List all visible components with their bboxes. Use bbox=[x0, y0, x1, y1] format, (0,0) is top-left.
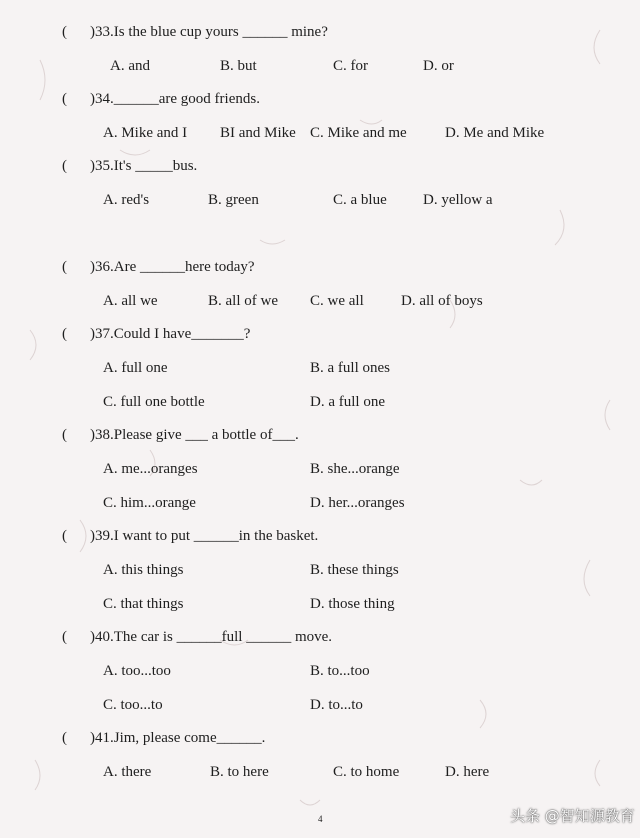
answer-paren: ( bbox=[62, 259, 67, 275]
answer-option: A. full one bbox=[103, 360, 168, 376]
question-stem: )41.Jim, please come______. bbox=[90, 730, 266, 746]
answer-option: D. yellow a bbox=[423, 192, 493, 208]
answer-paren: ( bbox=[62, 427, 67, 443]
answer-option: C. to home bbox=[333, 764, 400, 780]
answer-option: A. me...oranges bbox=[103, 461, 198, 477]
watermark: 头条 @智知源教育 bbox=[510, 807, 635, 825]
answer-option: B. these things bbox=[310, 562, 399, 578]
answer-option: A. all we bbox=[103, 293, 158, 309]
question-stem: )39.I want to put ______in the basket. bbox=[90, 528, 319, 544]
question-stem: )35.It's _____bus. bbox=[90, 158, 198, 174]
answer-option: B. to...too bbox=[310, 663, 370, 679]
answer-option: D. to...to bbox=[310, 697, 363, 713]
question-stem: )34.______are good friends. bbox=[90, 91, 260, 107]
answer-option: D. Me and Mike bbox=[445, 125, 545, 141]
answer-option: A. Mike and I bbox=[103, 125, 188, 141]
answer-option: D. her...oranges bbox=[310, 495, 405, 511]
answer-option: B. a full ones bbox=[310, 360, 390, 376]
answer-option: B. to here bbox=[210, 764, 269, 780]
answer-option: A. this things bbox=[103, 562, 184, 578]
answer-option: C. we all bbox=[310, 293, 364, 309]
answer-paren: ( bbox=[62, 730, 67, 746]
answer-option: B. green bbox=[208, 192, 259, 208]
answer-option: A. red's bbox=[103, 192, 150, 208]
answer-option: C. him...orange bbox=[103, 495, 196, 511]
answer-paren: ( bbox=[62, 24, 67, 40]
answer-option: C. a blue bbox=[333, 192, 387, 208]
answer-option: A. too...too bbox=[103, 663, 171, 679]
answer-option: BI and Mike bbox=[220, 125, 296, 141]
page-number: 4 bbox=[318, 814, 323, 824]
answer-option: B. she...orange bbox=[310, 461, 400, 477]
answer-option: B. but bbox=[220, 58, 257, 74]
answer-option: C. full one bottle bbox=[103, 394, 205, 410]
answer-option: D. a full one bbox=[310, 394, 385, 410]
question-stem: )36.Are ______here today? bbox=[90, 259, 255, 275]
answer-option: C. too...to bbox=[103, 697, 163, 713]
question-stem: )38.Please give ___ a bottle of___. bbox=[90, 427, 299, 443]
question-stem: )37.Could I have_______? bbox=[90, 326, 251, 342]
answer-option: C. for bbox=[333, 58, 368, 74]
answer-paren: ( bbox=[62, 91, 67, 107]
answer-paren: ( bbox=[62, 528, 67, 544]
answer-paren: ( bbox=[62, 326, 67, 342]
question-stem: )40.The car is ______full ______ move. bbox=[90, 629, 333, 645]
answer-option: C. that things bbox=[103, 596, 184, 612]
answer-option: D. or bbox=[423, 58, 454, 74]
question-stem: )33.Is the blue cup yours ______ mine? bbox=[90, 24, 328, 40]
answer-option: B. all of we bbox=[208, 293, 278, 309]
answer-option: D. all of boys bbox=[401, 293, 483, 309]
answer-option: C. Mike and me bbox=[310, 125, 407, 141]
answer-paren: ( bbox=[62, 158, 67, 174]
answer-option: A. there bbox=[103, 764, 152, 780]
answer-option: D. here bbox=[445, 764, 490, 780]
answer-option: A. and bbox=[110, 58, 150, 74]
answer-paren: ( bbox=[62, 629, 67, 645]
answer-option: D. those thing bbox=[310, 596, 395, 612]
